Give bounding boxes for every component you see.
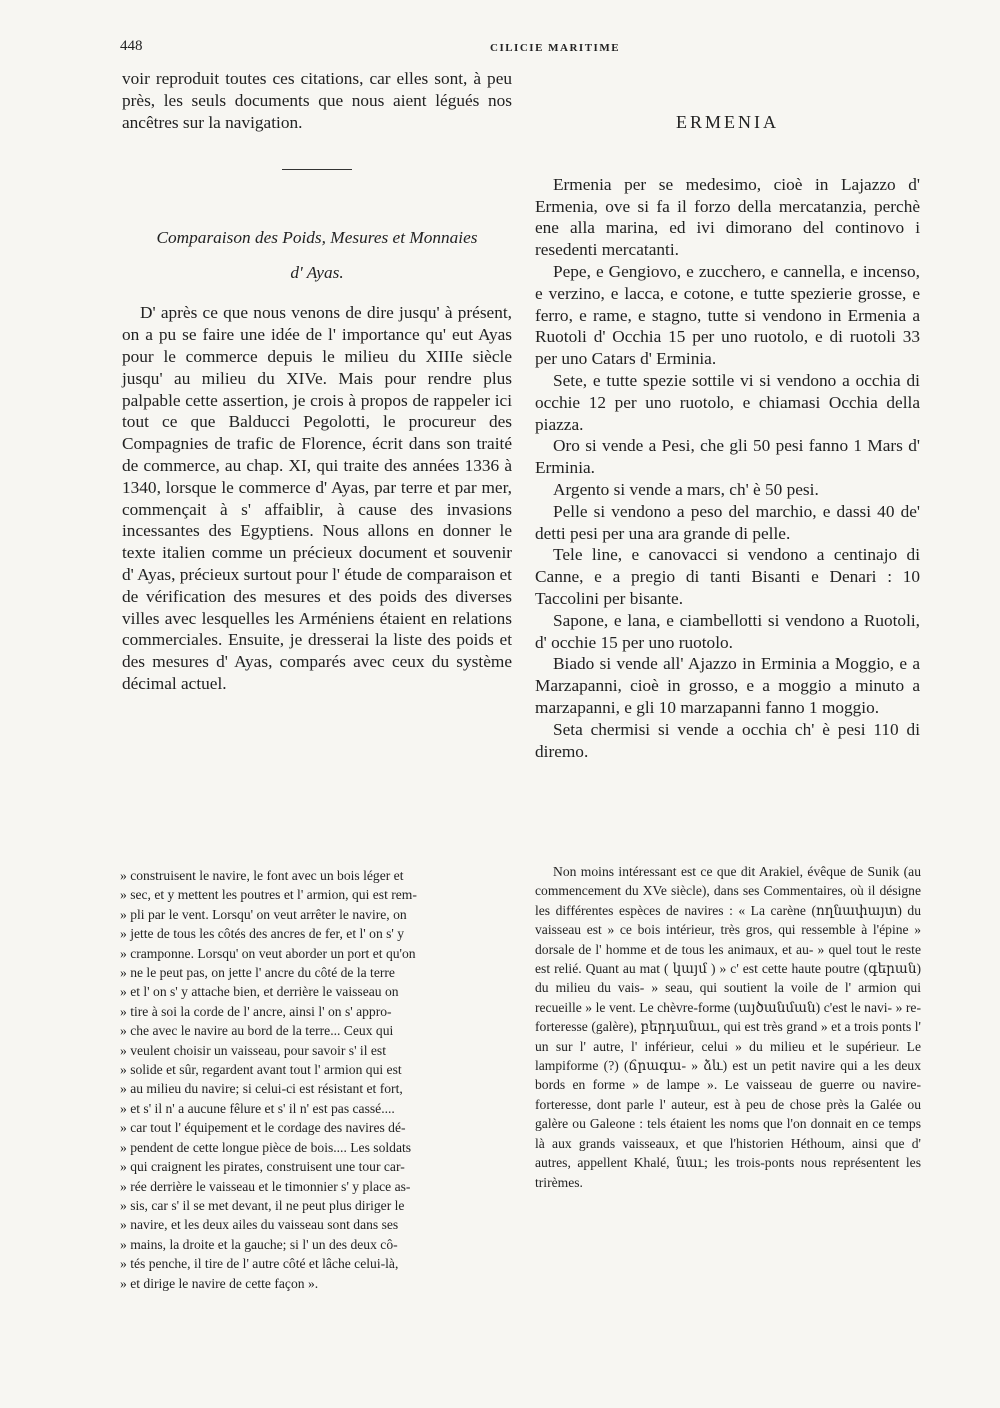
footnote-line: » navire, et les deux ailes du vaisseau sont dans ses	[120, 1217, 399, 1233]
ermenia-paragraph: Argento si vende a mars, ch' è 50 pesi.	[553, 479, 819, 499]
footnote-paragraph: Non moins intéressant est ce que dit Arakiel, évêque de Sunik (au commencement du XVe siècle), dans ses Commentaires, où il désigne les différentes espèces de navires : « La carène (ողնափայտ) du vaisseau est » ce bois intérieur, très gros, qui ressemble à l'épine » dorsale de l' homme et de tous les animaux, et au- » quel tout le reste est relié. Quant au mat ( կայմ ) » c' est cette haute poutre (գերան) du milieu du vais- » seau, qui soutient la voile de l' armion qui recueille » le vent. Le chèvre-forme (այծանման) c'est le navi- » re-forteresse (galère), բերդանաւ, qui est très grand » et a trois ponts l' un sur l' autre, l' inférieur, celui » du milieu et le supérieur. Le lampiforme (?) (ճրագա- » ձև) est un petit navire qui a les deux bords en forme » de lampe ». Le vaisseau de guerre ou navire-forteresse, dont parle l' auteur, est à peu de chose près la Galée ou galère ou Galeone : tels étaient les noms que l'on donnait en ce temps là aux grands vaisseaux, et que l'historien Héthoum, ainsi que d' autres, appellent Khalé, նաւ; les trois-ponts nous représentent les trirèmes.	[535, 864, 921, 1190]
footnote-line: » et dirige le navire de cette façon ».	[120, 1275, 319, 1291]
page-number: 448	[120, 38, 143, 54]
section-heading-line1: Comparaison des Poids, Mesures et Monnaies	[156, 228, 478, 248]
footnote-line: » car tout l' équipement et le cordage des navires dé-	[120, 1120, 406, 1136]
footnote-line: » veulent choisir un vaisseau, pour savoir s' il est	[120, 1042, 386, 1058]
section-heading-line2: d' Ayas.	[290, 263, 344, 283]
running-title: CILICIE MARITIME	[490, 42, 621, 54]
footnote-line: » jette de tous les côtés des ancres de fer, et l' on s' y	[120, 926, 405, 942]
section-heading	[122, 227, 512, 284]
ermenia-paragraph: Biado si vende all' Ajazzo in Erminia a Moggio, e a Marzapanni, cioè in grosso, e a moggio a minuto a marzapanni, e gli 10 marzapanni fanno 1 moggio.	[535, 654, 920, 717]
ermenia-paragraph: Sete, e tutte spezie sottile vi si vendono a occhia di occhie 12 per uno ruotolo, e chiamasi Occhia della piazza.	[535, 370, 920, 434]
ermenia-text	[535, 174, 920, 763]
footnote-line: » qui craignent les pirates, construisent une tour car-	[120, 1159, 405, 1175]
body-paragraph: D' après ce que nous venons de dire jusqu' à présent, on a pu se faire une idée de l' importance qu' eut Ayas pour le commerce depuis le milieu du XIIIe siècle jusqu' au milieu du XIVe. Mais pour rendre plus palpable cette assertion, je crois à propos de rappeler ici tout ce que Balducci Pegolotti, le procureur des Compagnies de trafic de Florence, écrit dans son traité de commerce, au chap. XI, qui traite des années 1336 à 1340, lorsque le commerce d' Ayas, par terre et par mer, commençait à s' affaiblir, à cause des invasions incessantes des Egyptiens. Nous allons en donner le texte italien comme un précieux document et souvenir d' Ayas, précieux surtout pour l' étude de comparaison et de vérification des mesures et des poids des diverses villes avec lesquelles les Arméniens étaient en relations commerciales. Ensuite, je dresserai la liste des poids et des mesures d' Ayas, comparés avec ceux du système décimal actuel.	[122, 303, 512, 693]
ermenia-paragraph: Seta chermisi si vende a occhia ch' è pesi 110 di diremo.	[535, 719, 920, 761]
footnote-line: » pendent de cette longue pièce de bois.... Les soldats	[120, 1139, 412, 1155]
footnote-right-column	[535, 862, 921, 1192]
ermenia-paragraph: Sapone, e lana, e ciambellotti si vendono a Ruotoli, d' occhie 15 per uno ruotolo.	[535, 610, 920, 652]
section-divider	[282, 169, 352, 170]
footnote-line: » au milieu du navire; si celui-ci est résistant et fort,	[120, 1081, 403, 1097]
ermenia-paragraph: Ermenia per se medesimo, cioè in Lajazzo d' Ermenia, ove si fa il forzo della mercatanzia, perchè ene alla marina, ed ivi dimorano del continovo i resedenti mercatanti.	[535, 174, 920, 260]
footnote-line: » tés penche, il tire de l' autre côté et lâche celui-là,	[120, 1256, 399, 1272]
right-column	[535, 68, 920, 762]
footnote-line: » ne le peut pas, on jette l' ancre du côté de la terre	[120, 965, 395, 981]
left-column	[122, 68, 512, 695]
footnote-line: » construisent le navire, le font avec un bois léger et	[120, 868, 404, 883]
footnote-line: » et s' il n' a aucune fêlure et s' il n' est pas cassé....	[120, 1100, 395, 1116]
footnote-line: » tire à soi la corde de l' ancre, ainsi l' on s' appro-	[120, 1003, 392, 1019]
footnote-line: » cramponne. Lorsqu' on veut aborder un port et qu'on	[120, 945, 416, 961]
footnote-left-column	[120, 866, 514, 1293]
footnote-line: » rée derrière le vaisseau et le timonnier s' y place as-	[120, 1178, 411, 1194]
footnote-line: » pli par le vent. Lorsqu' on veut arrêter le navire, on	[120, 906, 407, 922]
ermenia-paragraph: Pelle si vendono a peso del marchio, e dassi 40 de' detti pesi per una ara grande di pelle.	[535, 501, 920, 543]
footnote-line: » sec, et y mettent les poutres et l' armion, qui est rem-	[120, 887, 417, 903]
continuation-paragraph: voir reproduit toutes ces citations, car elles sont, à peu près, les seuls documents que nous aient légués nos ancêtres sur la navigation.	[122, 69, 512, 132]
footnote-line: » sis, car s' il se met devant, il ne peut plus diriger le	[120, 1197, 405, 1213]
ermenia-paragraph: Oro si vende a Pesi, che gli 50 pesi fanno 1 Mars d' Erminia.	[535, 436, 920, 478]
footnote-line: » solide et sûr, regardent avant tout l' armion qui est	[120, 1062, 402, 1078]
footnote-line: » mains, la droite et la gauche; si l' un des deux cô-	[120, 1236, 398, 1252]
ermenia-paragraph: Tele line, e canovacci si vendono a centinajo di Canne, e a pregio di tanti Bisanti e Denari : 10 Taccolini per bisante.	[535, 545, 920, 608]
footnote-line: » che avec le navire au bord de la terre... Ceux qui	[120, 1023, 394, 1039]
ermenia-heading: ERMENIA	[676, 112, 779, 132]
footnote-line: » et l' on s' y attache bien, et derrière le vaisseau on	[120, 984, 399, 1000]
ermenia-paragraph: Pepe, e Gengiovo, e zucchero, e cannella, e incenso, e verzino, e lacca, e cotone, e tutte spezierie grosse, e ferro, e rame, e stagno, tutte si vendono in Ermenia a Ruotoli d' Occhia 15 per uno ruotolo, e di ruotoli 33 per uno Catars d' Erminia.	[535, 261, 920, 369]
